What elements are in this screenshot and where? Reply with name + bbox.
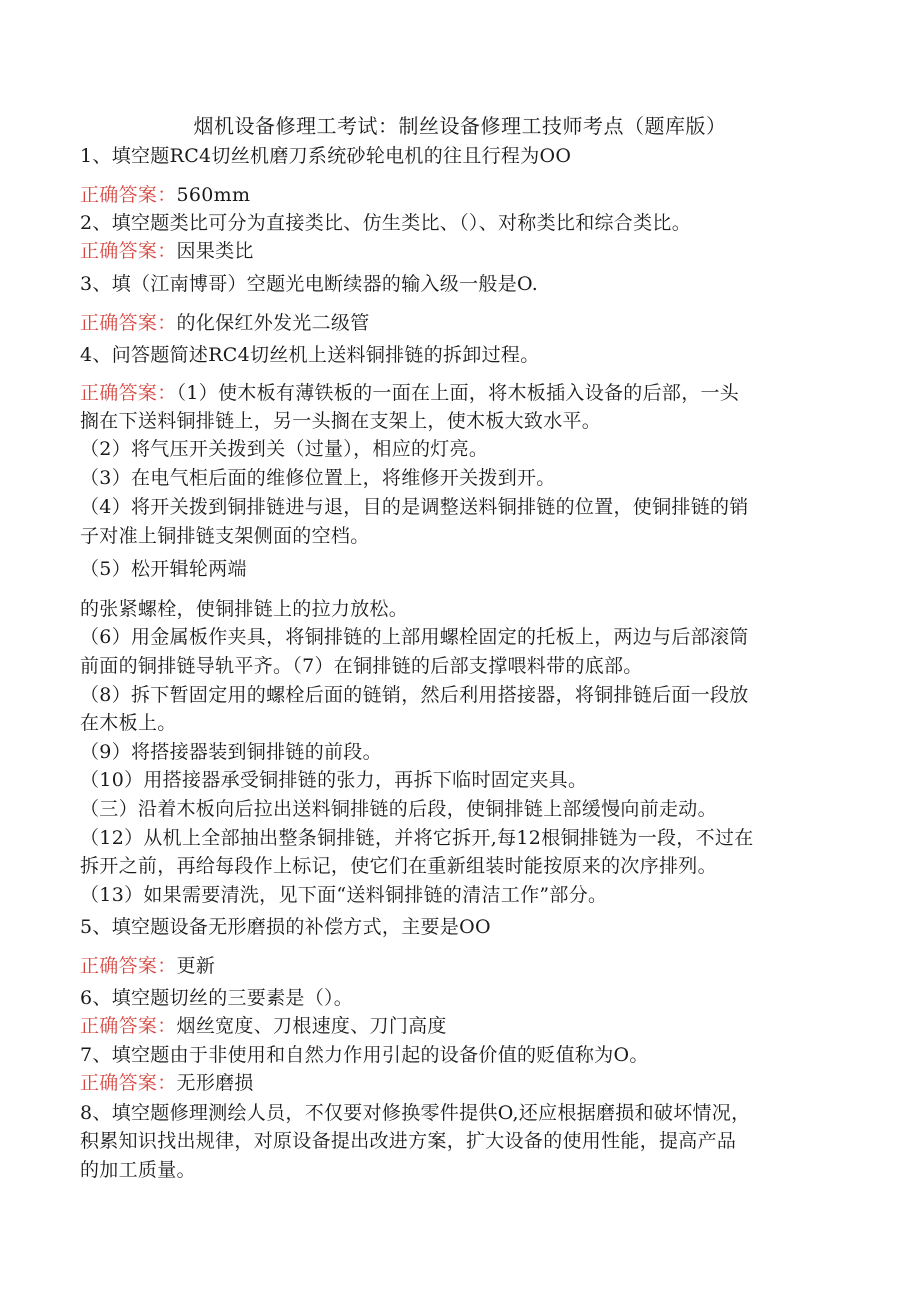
- answer-4-line: （8）拆下暂固定用的螺栓后面的链销，然后利用搭接器，将铜排链后面一段放: [80, 684, 749, 706]
- answer-4-line: （13）如果需要清洗，见下面“送料铜排链的清洁工作”部分。: [80, 884, 608, 906]
- answer-label: 正确答案：: [80, 1072, 177, 1094]
- question-8-line: 的加工质量。: [80, 1159, 196, 1181]
- answer-4-line: 的张紧螺栓，使铜排链上的拉力放松。: [80, 598, 409, 620]
- answer-4-line: （9）将搭接器装到铜排链的前段。: [80, 741, 382, 763]
- answer-4-line: （2）将气压开关拨到关（过量），相应的灯亮。: [80, 438, 489, 460]
- answer-1: [80, 182, 840, 208]
- page-title: 烟机设备修理工考试：制丝设备修理工技师考点（题库版）: [193, 114, 727, 138]
- answer-4-line: 搁在下送料铜排链上，另一头搁在支架上，使木板大致水平。: [80, 410, 602, 432]
- answer-7: [80, 1070, 840, 1096]
- answer-4-line: （三）沿着木板向后拉出送料铜排链的后段，使铜排链上部缓慢向前走动。: [80, 798, 717, 820]
- answer-4-line: （5）松开辑轮两端: [80, 558, 247, 580]
- answer-text: 更新: [176, 955, 216, 977]
- answer-4-line: 拆开之前，再给每段作上标记，使它们在重新组装时能按原来的次序排列。: [80, 855, 717, 877]
- answer-label: 正确答案：: [80, 955, 177, 977]
- answer-4-line: （12）从机上全部抽出整条铜排链，并将它拆开,每12根铜排链为一段，不过在: [80, 827, 754, 849]
- answer-6: [80, 1013, 840, 1039]
- answer-4-line: （6）用金属板作夹具，将铜排链的上部用螺栓固定的托板上，两边与后部滚筒: [80, 626, 749, 648]
- answer-4-line: 在木板上。: [80, 712, 177, 734]
- question-8-line: 8、填空题修理测绘人员，不仅要对修换零件提供O,还应根据磨损和破坏情况，: [80, 1102, 751, 1124]
- question-7: 7、填空题由于非使用和自然力作用引起的设备价值的贬值称为O。: [80, 1044, 649, 1066]
- question-1: 1、填空题RC4切丝机磨刀系统砂轮电机的往且行程为OO: [80, 145, 572, 167]
- answer-4-line: （4）将开关拨到铜排链进与退，目的是调整送料铜排链的位置，使铜排链的销: [80, 496, 749, 518]
- question-4: 4、问答题简述RC4切丝机上送料铜排链的拆卸过程。: [80, 344, 540, 366]
- answer-text: 的化保红外发光二级管: [176, 312, 370, 334]
- question-2: 2、填空题类比可分为直接类比、仿生类比、（）、对称类比和综合类比。: [80, 212, 691, 234]
- answer-text: （1）使木板有薄铁板的一面在上面，将木板插入设备的后部，一头: [176, 382, 740, 404]
- answer-text: 560mm: [176, 184, 251, 206]
- question-6: 6、填空题切丝的三要素是（）。: [80, 987, 354, 1009]
- answer-4-line: [80, 380, 840, 406]
- answer-label: 正确答案：: [80, 184, 177, 206]
- answer-5: [80, 953, 840, 979]
- answer-text: 无形磨损: [176, 1072, 254, 1094]
- answer-4-line: 前面的铜排链导轨平齐。（7）在铜排链的后部支撑喂料带的底部。: [80, 655, 643, 677]
- question-5: 5、填空题设备无形磨损的补偿方式，主要是OO: [80, 916, 491, 938]
- question-3: 3、填（江南博哥）空题光电断续器的输入级一般是O.: [80, 273, 539, 295]
- answer-4-line: （3）在电气柜后面的维修位置上，将维修开关拨到开。: [80, 467, 556, 489]
- answer-4-line: （10）用搭接器承受铜排链的张力，再拆下临时固定夹具。: [80, 769, 588, 791]
- answer-label: 正确答案：: [80, 240, 177, 262]
- answer-4-line: 子对准上铜排链支架侧面的空档。: [80, 525, 370, 547]
- answer-label: 正确答案：: [80, 382, 177, 404]
- answer-label: 正确答案：: [80, 312, 177, 334]
- answer-3: [80, 310, 840, 336]
- answer-text: 烟丝宽度、刀根速度、刀门高度: [176, 1015, 447, 1037]
- question-8-line: 积累知识找出规律，对原设备提出改进方案，扩大设备的使用性能，提高产品: [80, 1130, 737, 1152]
- answer-2: [80, 238, 840, 264]
- answer-text: 因果类比: [176, 240, 254, 262]
- answer-label: 正确答案：: [80, 1015, 177, 1037]
